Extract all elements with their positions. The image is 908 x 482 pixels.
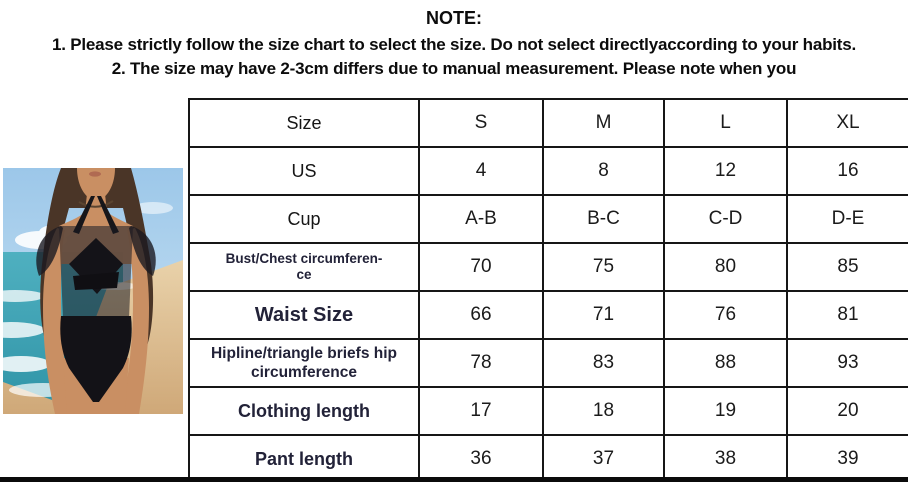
size-value-cell: 80 bbox=[664, 243, 787, 291]
size-value-cell: M bbox=[543, 99, 664, 147]
size-value-cell: 4 bbox=[419, 147, 543, 195]
size-value-cell: 19 bbox=[664, 387, 787, 435]
table-row-cup bbox=[189, 195, 908, 243]
model-figure bbox=[36, 168, 156, 414]
size-value-cell: 12 bbox=[664, 147, 787, 195]
size-value-cell: L bbox=[664, 99, 787, 147]
row-label: Clothing length bbox=[189, 387, 419, 435]
size-value-cell: 66 bbox=[419, 291, 543, 339]
table-row-bust bbox=[189, 243, 908, 291]
size-value-cell: 17 bbox=[419, 387, 543, 435]
beach-model-illustration bbox=[3, 168, 183, 414]
lips bbox=[89, 171, 101, 176]
table-row-size bbox=[189, 99, 908, 147]
row-label: Bust/Chest circumferen- ce bbox=[189, 243, 419, 291]
note-title: NOTE: bbox=[426, 8, 482, 28]
row-label: US bbox=[189, 147, 419, 195]
size-value-cell: 36 bbox=[419, 435, 543, 482]
size-value-cell: 18 bbox=[543, 387, 664, 435]
size-value-cell: XL bbox=[787, 99, 908, 147]
size-value-cell: 38 bbox=[664, 435, 787, 482]
table-row-pant-length bbox=[189, 435, 908, 482]
size-value-cell: 70 bbox=[419, 243, 543, 291]
size-value-cell: 78 bbox=[419, 339, 543, 387]
row-label: Size bbox=[189, 99, 419, 147]
note-section bbox=[0, 8, 908, 81]
size-value-cell: C-D bbox=[664, 195, 787, 243]
row-label: Hipline/triangle briefs hip circumference bbox=[189, 339, 419, 387]
size-chart-table bbox=[188, 98, 908, 482]
size-value-cell: 16 bbox=[787, 147, 908, 195]
size-value-cell: 37 bbox=[543, 435, 664, 482]
size-value-cell: 8 bbox=[543, 147, 664, 195]
size-value-cell: 20 bbox=[787, 387, 908, 435]
size-value-cell: 83 bbox=[543, 339, 664, 387]
bottom-divider bbox=[0, 477, 908, 482]
note-line-1: 1. Please strictly follow the size chart to select the size. Do not select directlyaccording to your habits. bbox=[51, 35, 857, 54]
size-value-cell: 75 bbox=[543, 243, 664, 291]
size-value-cell: 39 bbox=[787, 435, 908, 482]
product-photo bbox=[3, 168, 183, 414]
table-row-us bbox=[189, 147, 908, 195]
size-value-cell: A-B bbox=[419, 195, 543, 243]
note-line-2: 2. The size may have 2-3cm differs due to manual measurement. Please note when you bbox=[111, 59, 797, 78]
row-label: Pant length bbox=[189, 435, 419, 482]
size-value-cell: 81 bbox=[787, 291, 908, 339]
size-value-cell: D-E bbox=[787, 195, 908, 243]
size-value-cell: B-C bbox=[543, 195, 664, 243]
table-row-clothing-length bbox=[189, 387, 908, 435]
size-value-cell: 76 bbox=[664, 291, 787, 339]
row-label: Cup bbox=[189, 195, 419, 243]
size-value-cell: 71 bbox=[543, 291, 664, 339]
size-value-cell: 88 bbox=[664, 339, 787, 387]
row-label: Waist Size bbox=[189, 291, 419, 339]
size-value-cell: 85 bbox=[787, 243, 908, 291]
table-row-waist bbox=[189, 291, 908, 339]
size-value-cell: S bbox=[419, 99, 543, 147]
size-value-cell: 93 bbox=[787, 339, 908, 387]
table-row-hipline bbox=[189, 339, 908, 387]
